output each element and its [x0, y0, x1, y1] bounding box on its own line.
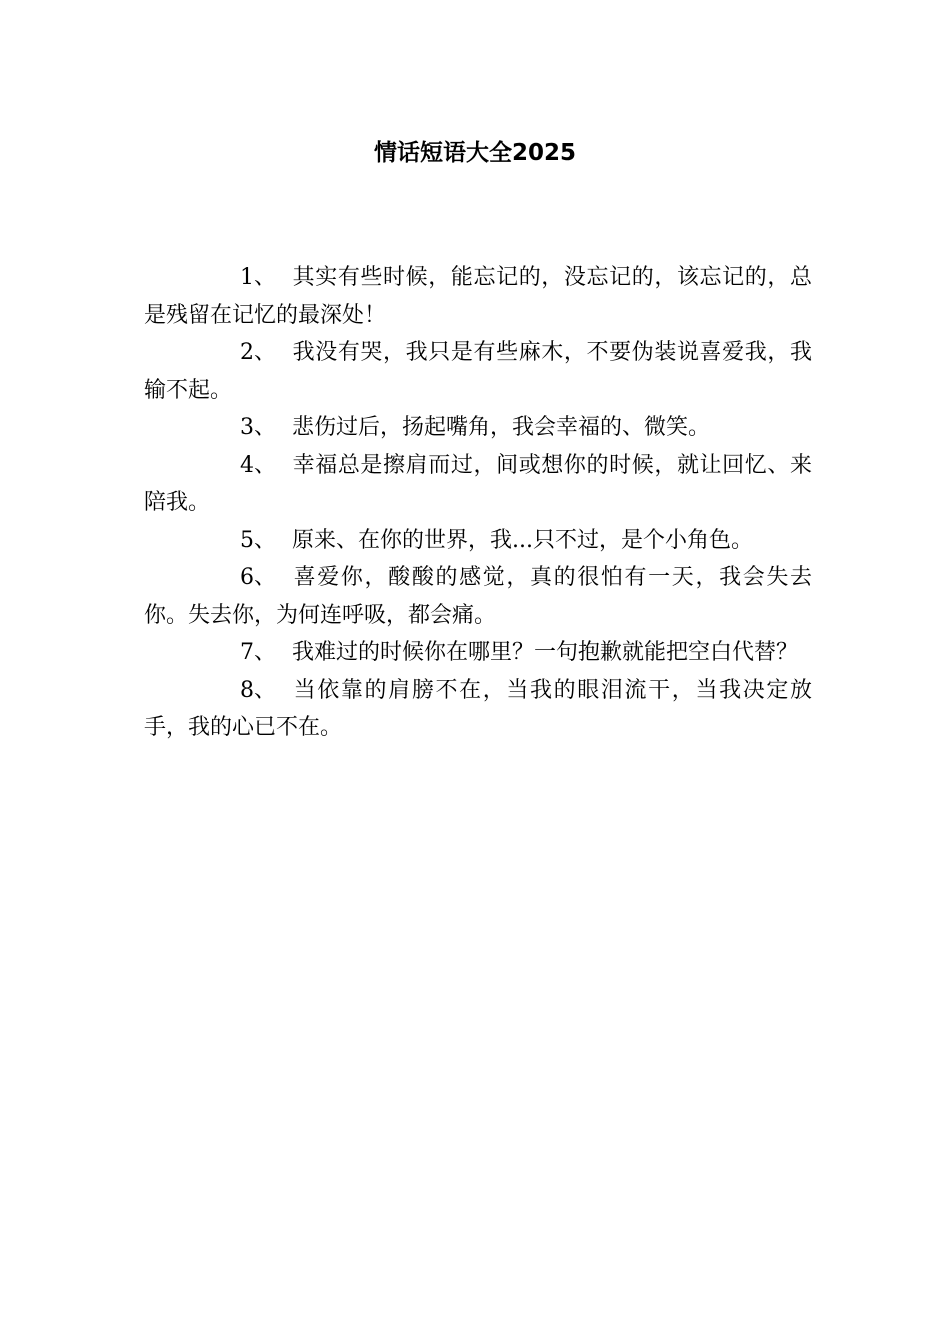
item-number: 2、	[240, 340, 276, 365]
list-item	[144, 259, 812, 334]
item-number: 1、	[240, 265, 276, 290]
list-item	[144, 634, 812, 672]
item-text: 幸福总是擦肩而过，间或想你的时候，就让回忆、来陪我。	[144, 452, 812, 515]
document-body	[144, 259, 812, 747]
item-text: 我难过的时候你在哪里？一句抱歉就能把空白代替？	[292, 640, 799, 665]
list-item	[144, 559, 812, 634]
item-number: 6、	[240, 565, 276, 590]
list-item	[144, 447, 812, 522]
item-text: 悲伤过后，扬起嘴角，我会幸福的、微笑。	[292, 415, 711, 440]
item-number: 5、	[240, 527, 276, 553]
item-number: 7、	[240, 640, 276, 665]
item-number: 3、	[240, 415, 276, 440]
list-item	[144, 334, 812, 409]
item-text: 当依靠的肩膀不在，当我的眼泪流干，当我决定放手，我的心已不在。	[144, 677, 812, 740]
list-item	[144, 522, 812, 560]
list-item	[144, 409, 812, 447]
item-text: 原来、在你的世界，我...只不过，是个小角色。	[292, 527, 753, 553]
document-title: 情话短语大全2025	[373, 140, 576, 166]
item-number: 4、	[240, 452, 276, 478]
item-number: 8、	[240, 677, 276, 703]
item-text: 其实有些时候，能忘记的，没忘记的，该忘记的，总是残留在记忆的最深处！	[144, 265, 812, 328]
item-text: 喜爱你，酸酸的感觉，真的很怕有一天，我会失去你。失去你，为何连呼吸，都会痛。	[144, 565, 812, 628]
item-text: 我没有哭，我只是有些麻木，不要伪装说喜爱我，我输不起。	[144, 340, 812, 403]
list-item	[144, 672, 812, 747]
